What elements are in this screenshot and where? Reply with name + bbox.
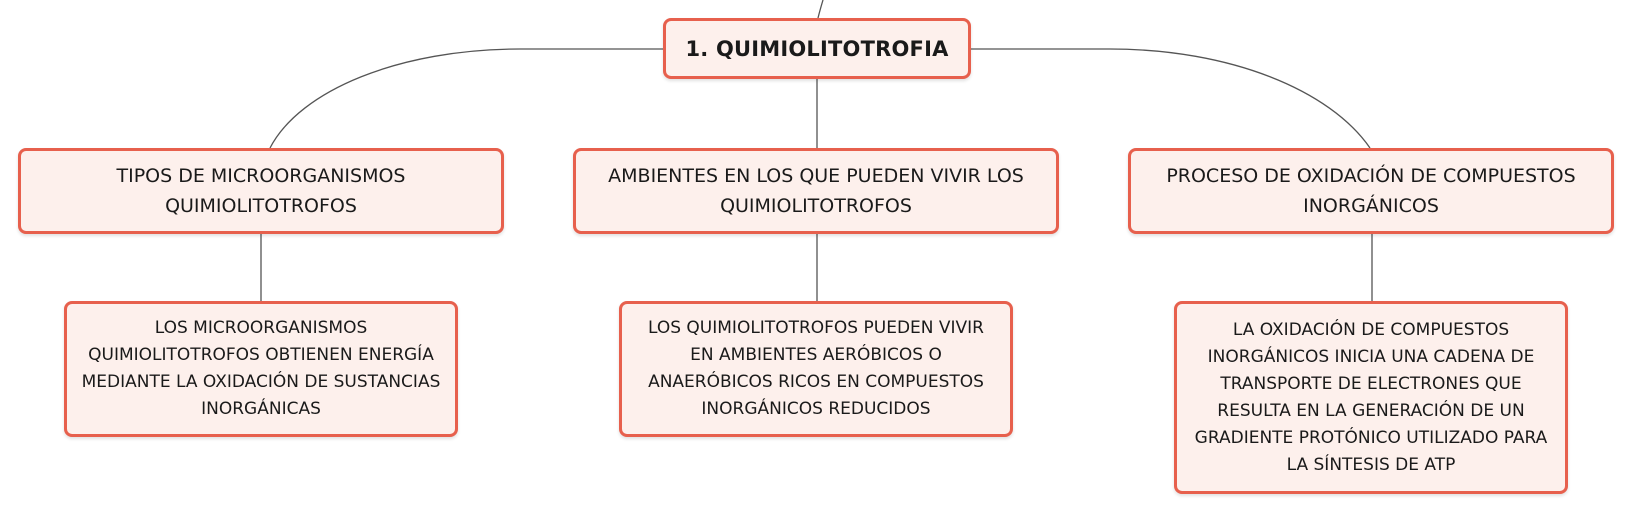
detail-text: LOS QUIMIOLITOTROFOS PUEDEN VIVIR EN AMBIENTES AERÓBICOS O ANAERÓBICOS RICOS EN COMPUESTOS INORGÁNICOS REDUCIDOS <box>647 318 984 419</box>
branch-node-proceso-oxidacion[interactable] <box>1128 148 1614 234</box>
connector-root-to-branch-3 <box>971 49 1370 148</box>
branch-node-ambientes[interactable] <box>573 148 1059 234</box>
detail-node-proceso-oxidacion[interactable] <box>1174 301 1568 494</box>
branch-label: TIPOS DE MICROORGANISMOS QUIMIOLITOTROFOS <box>116 165 406 217</box>
detail-node-ambientes[interactable] <box>619 301 1013 437</box>
branch-label: AMBIENTES EN LOS QUE PUEDEN VIVIR LOS QUIMIOLITOTROFOS <box>608 165 1024 217</box>
detail-node-tipos-microorganismos[interactable] <box>64 301 458 437</box>
detail-text: LA OXIDACIÓN DE COMPUESTOS INORGÁNICOS INICIA UNA CADENA DE TRANSPORTE DE ELECTRONES QUE RESULTA EN LA GENERACIÓN DE UN GRADIENTE PROTÓNICO UTILIZADO PARA LA SÍNTESIS DE ATP <box>1194 319 1548 475</box>
detail-text: LOS MICROORGANISMOS QUIMIOLITOTROFOS OBTIENEN ENERGÍA MEDIANTE LA OXIDACIÓN DE SUSTANCIAS INORGÁNICAS <box>81 318 441 419</box>
root-topic-label: 1. QUIMIOLITOTROFIA <box>685 36 949 61</box>
branch-node-tipos-microorganismos[interactable] <box>18 148 504 234</box>
connector-root-to-branch-1 <box>270 49 663 148</box>
root-topic-node[interactable] <box>663 18 971 79</box>
connector-incoming-to-root <box>818 0 823 18</box>
branch-label: PROCESO DE OXIDACIÓN DE COMPUESTOS INORGÁNICOS <box>1166 165 1576 217</box>
